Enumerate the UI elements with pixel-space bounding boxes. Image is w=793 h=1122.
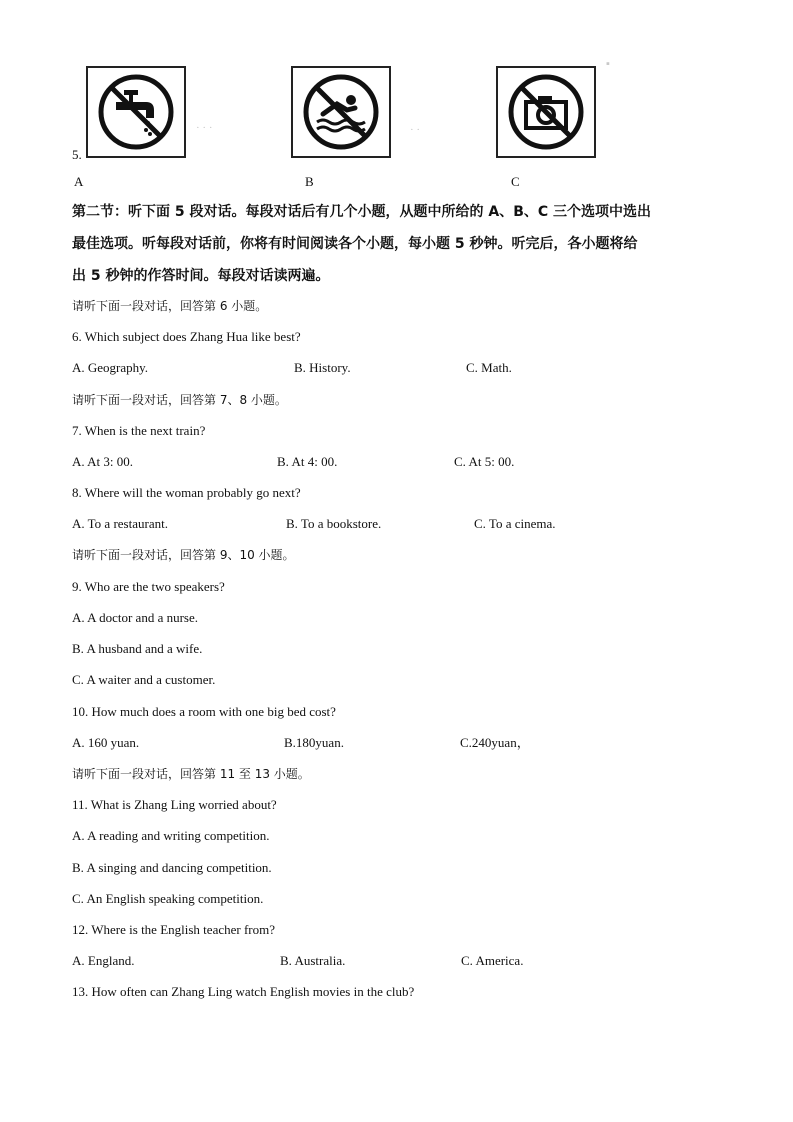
scan-artifact: ▪ (606, 58, 610, 70)
q5-picture-c (496, 66, 596, 158)
q8-option-a: A. To a restaurant. (72, 516, 168, 531)
question-6: 6. Which subject does Zhang Hua like best? (72, 329, 301, 344)
question-8: 8. Where will the woman probably go next? (72, 485, 301, 500)
scan-artifact: · · · (196, 122, 213, 134)
q5-option-c: C (511, 174, 520, 189)
q6-option-b: B. History. (294, 360, 351, 375)
no-water-tap-icon (88, 68, 184, 156)
q9-option-a: A. A doctor and a nurse. (72, 610, 199, 625)
question-9: 9. Who are the two speakers? (72, 579, 225, 594)
scan-artifact: · · (410, 124, 421, 136)
question-10: 10. How much does a room with one big bed cost? (72, 704, 336, 719)
q12-option-c: C. America. (461, 953, 524, 968)
q5-option-b: B (305, 174, 314, 189)
q11-option-b: B. A singing and dancing competition. (72, 860, 272, 875)
q6-option-c: C. Math. (466, 360, 512, 375)
q8-option-c: C. To a cinema. (474, 516, 556, 531)
no-swimming-icon (293, 68, 389, 156)
dialog-instruction: 请听下面一段对话，回答第 11 至 13 小题。 (72, 767, 310, 781)
q10-option-c: C.240yuan， (460, 735, 530, 750)
q5-picture-a (86, 66, 186, 158)
q7-option-c: C. At 5: 00. (454, 454, 515, 469)
q7-option-b: B. At 4: 00. (277, 454, 338, 469)
q5-number: 5. (72, 147, 82, 162)
q5-picture-b (291, 66, 391, 158)
question-13: 13. How often can Zhang Ling watch English movies in the club? (72, 984, 415, 999)
q5-option-a: A (74, 174, 84, 189)
q8-option-b: B. To a bookstore. (286, 516, 382, 531)
section2-heading-line1: 第二节：听下面 5 段对话。每段对话后有几个小题，从题中所给的 A、B、C 三个选项中选出 (72, 204, 652, 220)
q9-option-b: B. A husband and a wife. (72, 641, 203, 656)
section2-heading-line3: 出 5 秒钟的作答时间。每段对话读两遍。 (72, 268, 330, 284)
q7-option-a: A. At 3: 00. (72, 454, 134, 469)
dialog-instruction: 请听下面一段对话，回答第 6 小题。 (72, 299, 268, 313)
question-12: 12. Where is the English teacher from? (72, 922, 275, 937)
q12-option-b: B. Australia. (280, 953, 346, 968)
q11-option-a: A. A reading and writing competition. (72, 828, 270, 843)
question-11: 11. What is Zhang Ling worried about? (72, 797, 277, 812)
dialog-instruction: 请听下面一段对话，回答第 7、8 小题。 (72, 393, 287, 407)
q9-option-c: C. A waiter and a customer. (72, 672, 216, 687)
q6-option-a: A. Geography. (72, 360, 149, 375)
q10-option-b: B.180yuan. (284, 735, 344, 750)
q11-option-c: C. An English speaking competition. (72, 891, 264, 906)
q12-option-a: A. England. (72, 953, 135, 968)
section2-heading-line2: 最佳选项。听每段对话前，你将有时间阅读各个小题，每小题 5 秒钟。听完后，各小题将给 (72, 236, 638, 252)
q10-option-a: A. 160 yuan. (72, 735, 140, 750)
question-7: 7. When is the next train? (72, 423, 206, 438)
dialog-instruction: 请听下面一段对话，回答第 9、10 小题。 (72, 548, 295, 562)
no-camera-icon (498, 68, 594, 156)
